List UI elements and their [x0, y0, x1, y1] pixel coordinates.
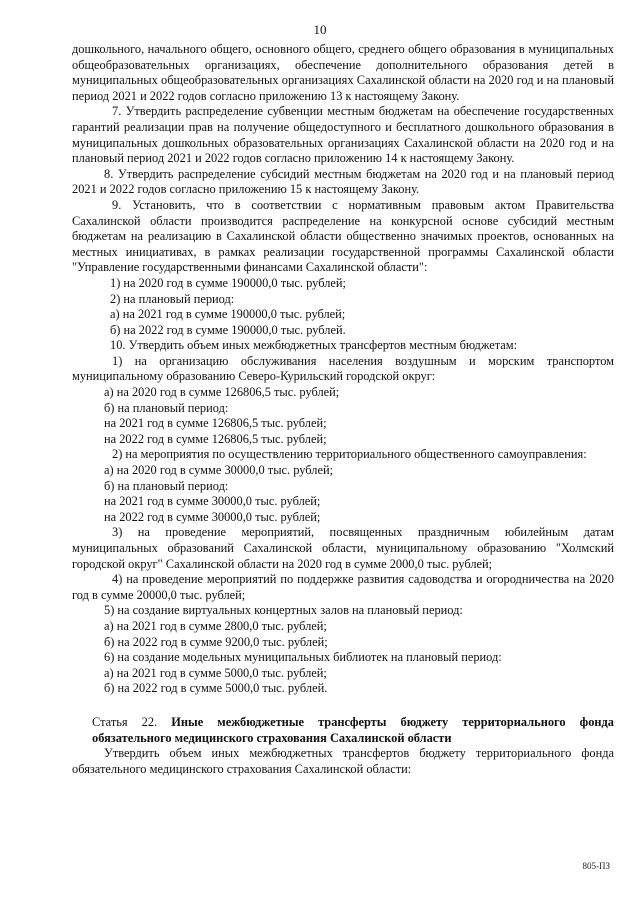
paragraph-continuation: дошкольного, начального общего, основного общего, среднего общего образования в муниципальных общеобразовательных организациях, обеспечение дополнительного образования детей в муниципальных общеобразовательных организациях Сахалинской области на 2020 год и на плановый период 2021 и 2022 годов согласно приложению 13 к настоящему Закону.: [72, 42, 614, 103]
paragraph-10-item-1b: б) на плановый период:: [104, 400, 229, 415]
paragraph-7: 7. Утвердить распределение субвенции местным бюджетам на обеспечение государственных гарантий реализации прав на получение общедоступного и бесплатного дошкольного образования в муниципальных дошкольных образовательных организациях Сахалинской области на 2020 год и на плановый период 2021 и 2022 годов согласно приложению 14 к настоящему Закону.: [72, 104, 614, 166]
paragraph-9-item-2a: а) на 2021 год в сумме 190000,0 тыс. рублей;: [110, 307, 346, 322]
paragraph-10-item-5a: а) на 2021 год в сумме 2800,0 тыс. рублей;: [104, 618, 327, 633]
paragraph-10-item-6b: б) на 2022 год в сумме 5000,0 тыс. рублей.: [104, 681, 328, 696]
paragraph-9: 9. Установить, что в соответствии с нормативным правовым актом Правительства Сахалинской области производится распределение на конкурсной основе субсидий местным бюджетам на реализацию в Сахалинской области общественно значимых проектов, основанных на местных инициативах, в рамках реализации государственной программы Сахалинской области "Управление государственными финансами Сахалинской области":: [72, 197, 614, 275]
paragraph-10-item-5: 5) на создание виртуальных концертных залов на плановый период:: [104, 603, 463, 618]
paragraph-10-item-3: 3) на проведение мероприятий, посвященных праздничным юбилейным датам муниципальных образований Сахалинской области, муниципальному образованию "Холмский городской округ" Сахалинской области на 2020 год в сумме 2000,0 тыс. рублей;: [72, 525, 614, 571]
paragraph-10-item-6: 6) на создание модельных муниципальных библиотек на плановый период:: [104, 650, 502, 665]
paragraph-8: 8. Утвердить распределение субсидий местным бюджетам на 2020 год и на плановый период 2021 и 2022 годов согласно приложению 15 к настоящему Закону.: [72, 166, 614, 197]
paragraph-10-item-2: 2) на мероприятия по осуществлению территориального общественного самоуправления:: [112, 447, 587, 462]
article-heading: [72, 715, 614, 746]
paragraph-10-item-2a: а) на 2020 год в сумме 30000,0 тыс. рублей;: [104, 463, 334, 478]
paragraph-9-item-2: 2) на плановый период:: [110, 291, 235, 306]
paragraph-10-item-1a: а) на 2020 год в сумме 126806,5 тыс. рублей;: [104, 385, 340, 400]
paragraph-10-item-1b-2022: на 2022 год в сумме 126806,5 тыс. рублей;: [104, 431, 327, 446]
paragraph-10-item-1: 1) на организацию обслуживания населения воздушным и морским транспортом муниципальному образованию Северо-Курильский городской округ:: [72, 353, 614, 384]
paragraph-10-item-2b-2021: на 2021 год в сумме 30000,0 тыс. рублей;: [104, 494, 321, 509]
article-body: Утвердить объем иных межбюджетных трансфертов бюджету территориального фонда обязательного медицинского страхования Сахалинской области:: [72, 746, 614, 776]
paragraph-10-item-2b-2022: на 2022 год в сумме 30000,0 тыс. рублей;: [104, 509, 321, 524]
document-body: [72, 42, 614, 777]
page-number: 10: [313, 22, 327, 37]
paragraph-10-item-1b-2021: на 2021 год в сумме 126806,5 тыс. рублей;: [104, 416, 327, 431]
paragraph-9-item-1: 1) на 2020 год в сумме 190000,0 тыс. рублей;: [110, 275, 346, 290]
document-code: 805-ПЗ: [582, 861, 610, 871]
paragraph-10-item-4: 4) на проведение мероприятий по поддержке развития садоводства и огородничества на 2020 год в сумме 20000,0 тыс. рублей;: [72, 572, 614, 602]
article-title: Иные межбюджетные трансферты бюджету территориального фонда обязательного медицинского страхования Сахалинской области: [92, 714, 614, 745]
paragraph-10: 10. Утвердить объем иных межбюджетных трансфертов местным бюджетам:: [110, 338, 518, 353]
paragraph-10-item-6a: а) на 2021 год в сумме 5000,0 тыс. рублей;: [104, 665, 327, 680]
paragraph-10-item-5b: б) на 2022 год в сумме 9200,0 тыс. рублей;: [104, 634, 328, 649]
paragraph-9-item-2b: б) на 2022 год в сумме 190000,0 тыс. рублей.: [110, 322, 346, 337]
article-number: Статья 22.: [92, 714, 158, 729]
paragraph-10-item-2b: б) на плановый период:: [104, 478, 229, 493]
section-gap: [72, 697, 614, 715]
